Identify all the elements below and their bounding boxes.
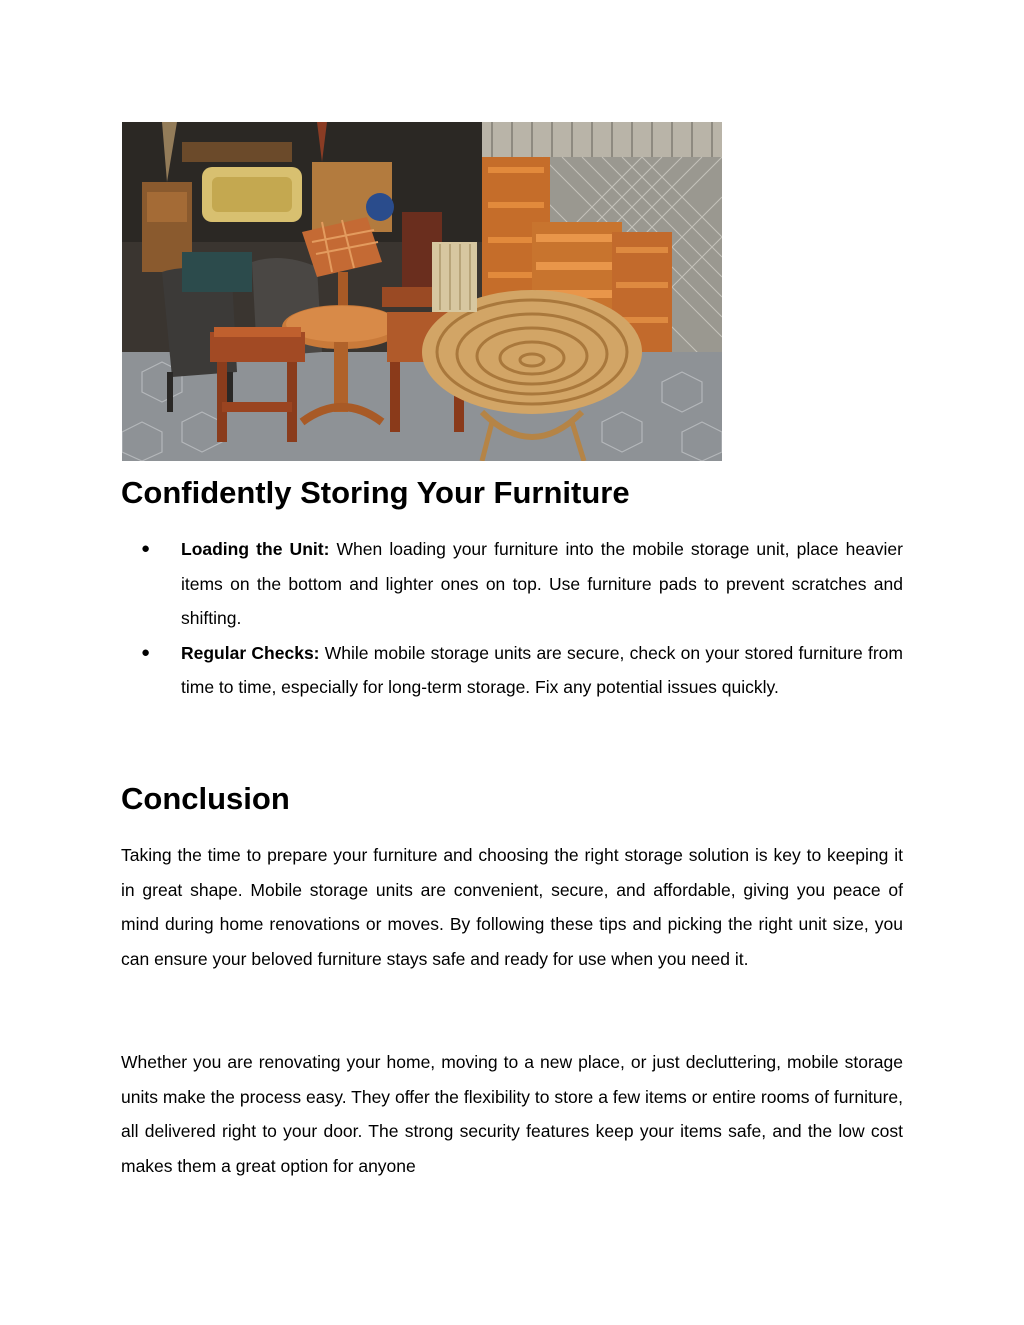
list-item (121, 636, 903, 705)
conclusion-paragraph-1: Taking the time to prepare your furniture and choosing the right storage solution is key to keeping it in great shape. Mobile storage units are convenient, secure, and affordable, giving you peace of mind during home renovations or moves. By following these tips and picking the right unit size, you can ensure your beloved furniture stays safe and ready for use when you need it. (121, 845, 903, 969)
furniture-photo (122, 122, 722, 461)
storing-tips-list (121, 532, 903, 705)
bullet-icon: ● (141, 643, 151, 661)
list-item-label: Regular Checks: (181, 642, 320, 663)
section-heading-conclusion: Conclusion (121, 781, 290, 816)
conclusion-paragraph-2: Whether you are renovating your home, moving to a new place, or just decluttering, mobile storage units make the process easy. They offer the flexibility to store a few items or entire rooms of furniture, all delivered right to your door. The strong security features keep your items safe, and the low cost makes them a great option for anyone (121, 1052, 903, 1176)
furniture-photo-icon (122, 122, 722, 461)
bullet-icon: ● (141, 540, 151, 557)
section-heading-storing: Confidently Storing Your Furniture (121, 475, 630, 510)
list-item (121, 532, 903, 636)
list-item-label: Loading the Unit: (181, 539, 330, 559)
list-item-text: While mobile storage units are secure, check on your stored furniture from time to time, especially for long-term storage. Fix any potential issues quickly. (181, 642, 903, 698)
list-item-text: When loading your furniture into the mobile storage unit, place heavier items on the bottom and lighter ones on top. Use furniture pads to prevent scratches and shifting. (181, 539, 903, 629)
